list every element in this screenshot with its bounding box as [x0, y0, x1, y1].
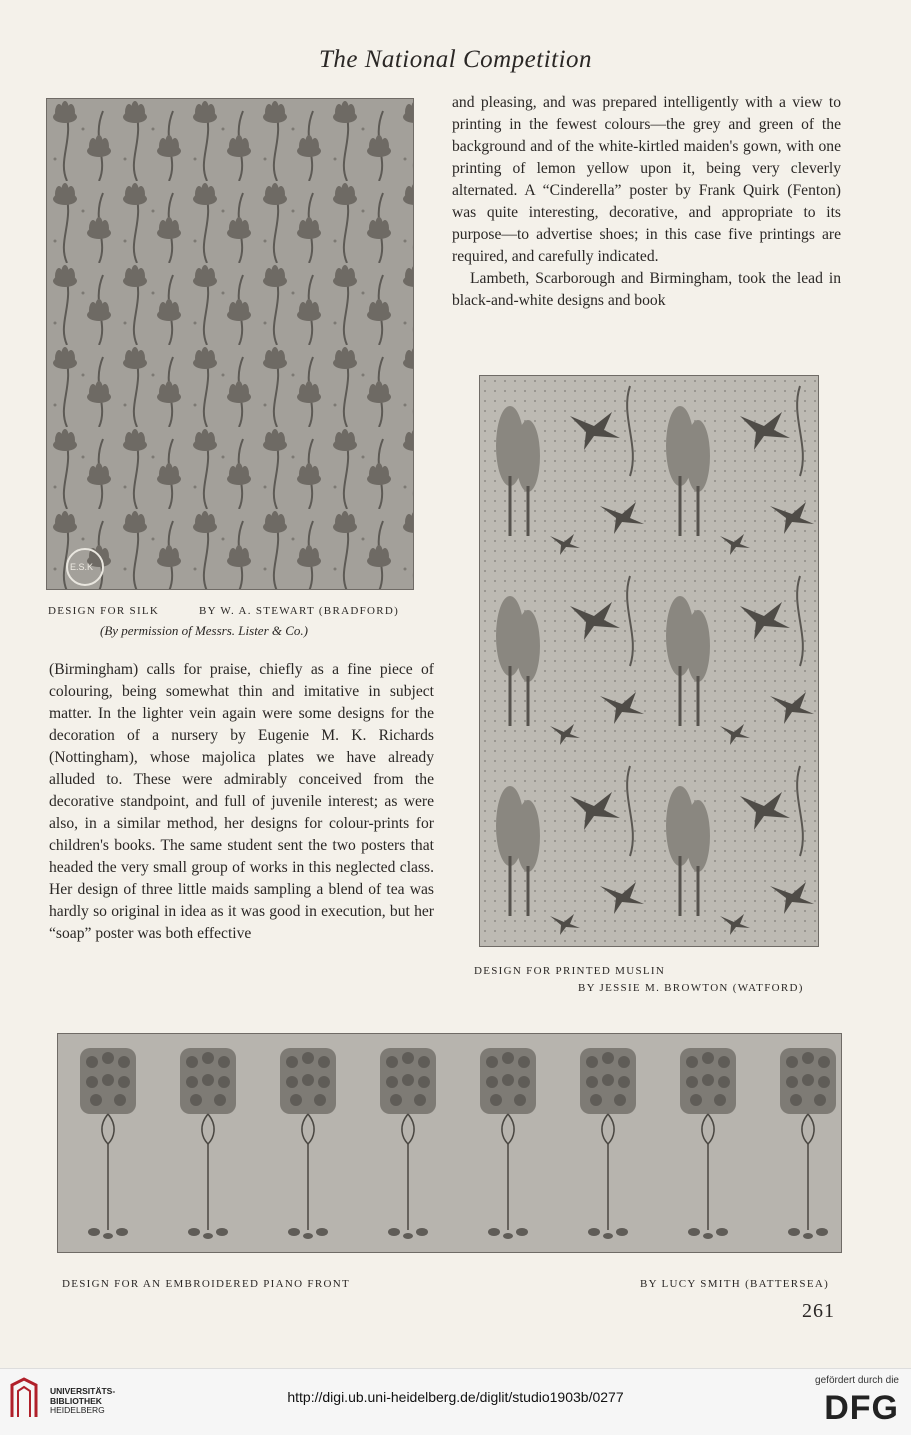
paragraph: and pleasing, and was prepared intelligently with a view to printing in the fewest colours—the grey and green of the background and of the white-kirtled maiden's gown, with one printing of lemon yellow upon it, being very cleverly alternated. A “Cinderella” poster by Frank Quirk (Fenton) was quite interesting, decorative, and appropriate to its purpose—to advertise shoes; in this case five printings are required, and carefully indicated.	[452, 94, 841, 265]
paragraph: Lambeth, Scarborough and Birmingham, took the lead in black-and-white designs and book	[452, 270, 841, 309]
designer-mark: E.S.K	[70, 562, 94, 572]
piano-caption-artist: BY LUCY SMITH (BATTERSEA)	[640, 1278, 830, 1290]
silk-caption-title: DESIGN FOR SILK	[48, 605, 160, 617]
sponsor-logo: DFG	[824, 1389, 899, 1427]
library-line: HEIDELBERG	[50, 1405, 105, 1415]
muslin-design-image	[479, 375, 819, 947]
paragraph: (Birmingham) calls for praise, chiefly as a fine piece of colouring, being somewhat thin and imitative in subject matter. In the lighter vein again were some designs for the decoration of a nursery by Eugenie M. K. Richards (Nottingham), whose majolica plates we have already alluded to. These were admirably conceived from the decorative standpoint, and full of juvenile interest; as were also, in a similar method, her designs for colour-prints for children's books. The same student sent the two posters that headed the very small group of works in this neglected class. Her design of three little maids sampling a blend of tea was hardly so original in idea as it was good in execution, but her “soap” poster was both effective	[49, 661, 434, 942]
permalink-url[interactable]: http://digi.ub.uni-heidelberg.de/diglit/studio1903b/0277	[287, 1389, 624, 1405]
silk-caption-credit: (By permission of Messrs. Lister & Co.)	[100, 623, 308, 638]
piano-caption-title: DESIGN FOR AN EMBROIDERED PIANO FRONT	[62, 1278, 350, 1290]
viewer-footer	[0, 1368, 911, 1435]
left-column-text	[49, 659, 434, 945]
piano-front-design-image	[57, 1033, 842, 1253]
muslin-caption-artist: BY JESSIE M. BROWTON (WATFORD)	[578, 982, 804, 994]
silk-design-image	[46, 98, 414, 590]
page-number: 261	[802, 1300, 835, 1322]
silk-caption-artist: BY W. A. STEWART (BRADFORD)	[199, 605, 400, 617]
page-title: The National Competition	[318, 46, 593, 73]
sponsor-note: gefördert durch die	[815, 1375, 899, 1386]
library-line: BIBLIOTHEK	[50, 1395, 102, 1406]
muslin-caption-title: DESIGN FOR PRINTED MUSLIN	[474, 965, 666, 977]
library-line: UNIVERSITÄTS-	[50, 1386, 116, 1396]
right-column-text	[452, 92, 841, 312]
